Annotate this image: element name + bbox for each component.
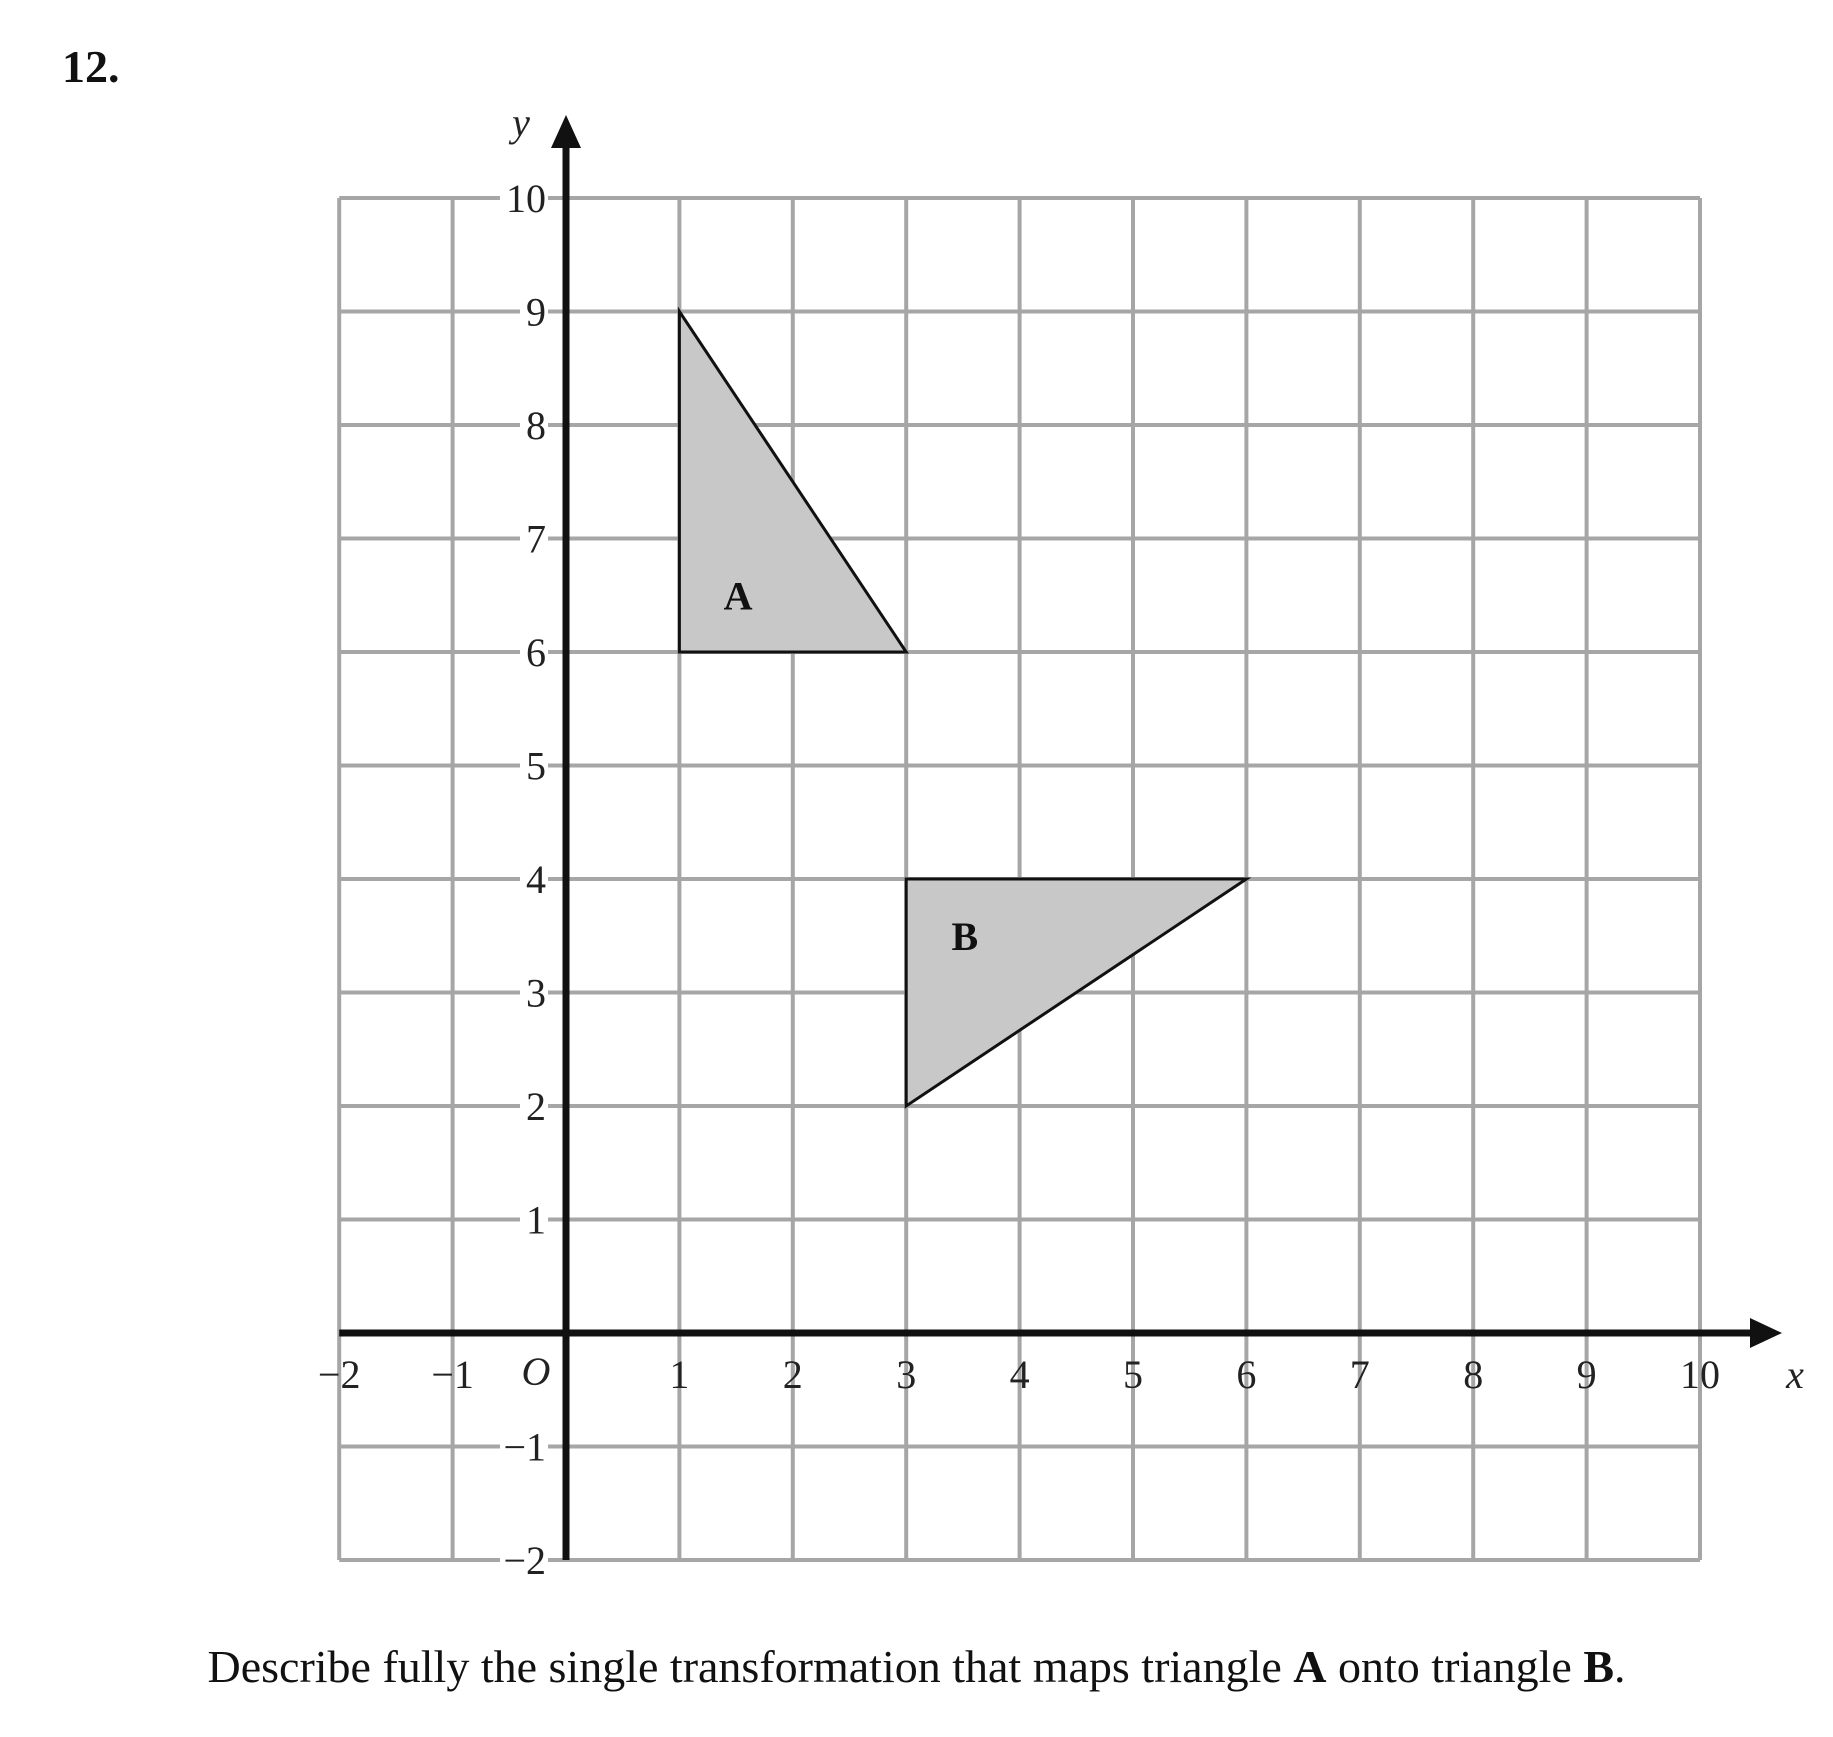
y-tick-label: 6 — [526, 630, 546, 675]
y-tick-label: 3 — [526, 970, 546, 1016]
x-tick-label: 10 — [1680, 1352, 1720, 1397]
x-tick-label: 1 — [669, 1352, 690, 1397]
y-axis-label: y — [512, 100, 530, 145]
question-text-part: Describe fully the single transformation that maps triangle — [207, 1641, 1294, 1692]
tick-labels — [318, 100, 1804, 1583]
y-tick-label: 7 — [526, 516, 546, 562]
y-tick-label: 10 — [506, 176, 546, 221]
y-tick-label: 9 — [526, 289, 546, 335]
question-number: 12. — [62, 41, 120, 92]
x-tick-label: −2 — [317, 1352, 361, 1397]
y-axis-arrow-icon — [551, 115, 581, 148]
question-text — [0, 1640, 1833, 1693]
y-tick-label: 1 — [526, 1197, 546, 1243]
question-text-part: onto triangle — [1326, 1641, 1584, 1692]
x-axis-arrow-icon — [1750, 1318, 1782, 1348]
origin-label: O — [521, 1349, 551, 1394]
y-tick-label: 8 — [526, 403, 546, 448]
x-tick-label: 4 — [1009, 1352, 1030, 1397]
x-tick-label: −1 — [431, 1352, 474, 1397]
x-tick-label: 7 — [1349, 1352, 1370, 1397]
x-tick-label: 6 — [1236, 1352, 1257, 1397]
x-tick-label: 2 — [782, 1352, 803, 1397]
y-tick-label: 4 — [526, 857, 546, 902]
triangle-b-reference: B — [1583, 1641, 1614, 1692]
x-tick-label: 8 — [1463, 1352, 1484, 1397]
triangle-a-label: A — [723, 573, 753, 619]
y-tick-label: −1 — [503, 1424, 546, 1470]
x-tick-label: 9 — [1576, 1352, 1597, 1397]
triangle-b-label: B — [951, 913, 979, 959]
triangle-a-reference: A — [1293, 1641, 1327, 1692]
question-text-part: . — [1614, 1641, 1626, 1692]
triangles — [679, 312, 1246, 1107]
y-tick-label: 5 — [526, 743, 546, 789]
y-tick-label: 2 — [526, 1084, 546, 1129]
x-axis-label: x — [1786, 1352, 1804, 1397]
x-tick-label: 5 — [1123, 1352, 1143, 1397]
y-tick-label: −2 — [503, 1538, 546, 1583]
axes — [339, 115, 1782, 1560]
x-tick-label: 3 — [896, 1352, 917, 1397]
